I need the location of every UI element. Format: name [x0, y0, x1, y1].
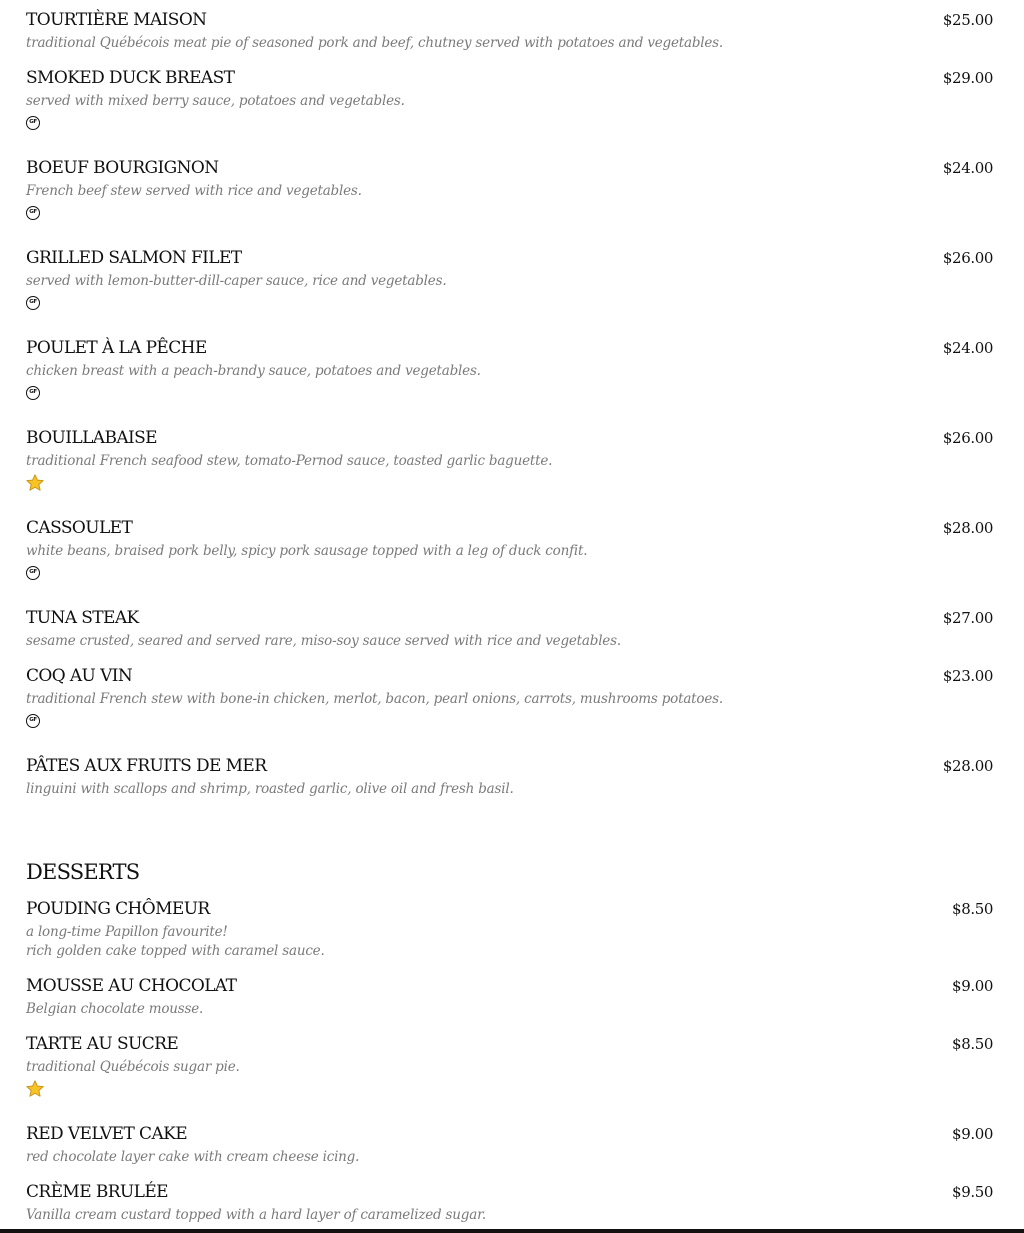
gluten-free-icon: GF: [26, 206, 40, 220]
item-price: $8.50: [952, 900, 993, 918]
item-price: $25.00: [942, 11, 993, 29]
item-description: French beef stew served with rice and vegetables.: [26, 183, 362, 199]
gluten-free-icon: GF: [26, 386, 40, 400]
item-price: $24.00: [942, 339, 993, 357]
item-price: $29.00: [942, 69, 993, 87]
item-name: PÂTES AUX FRUITS DE MER: [26, 756, 267, 776]
item-name: MOUSSE AU CHOCOLAT: [26, 976, 237, 996]
item-description: traditional Québécois meat pie of seasoned pork and beef, chutney served with potatoes and vegetables.: [26, 35, 724, 51]
item-price: $27.00: [942, 609, 993, 627]
item-name: BOEUF BOURGIGNON: [26, 158, 219, 178]
item-description: served with mixed berry sauce, potatoes and vegetables.: [26, 93, 405, 109]
item-price: $26.00: [942, 249, 993, 267]
item-price: $28.00: [942, 519, 993, 537]
item-name: POUDING CHÔMEUR: [26, 899, 210, 919]
star-icon: [25, 473, 45, 493]
item-description: traditional French seafood stew, tomato-Pernod sauce, toasted garlic baguette.: [26, 453, 553, 469]
item-description: served with lemon-butter-dill-caper sauce, rice and vegetables.: [26, 273, 447, 289]
item-description: traditional French stew with bone-in chicken, merlot, bacon, pearl onions, carrots, mushrooms potatoes.: [26, 691, 723, 707]
item-price: $8.50: [952, 1035, 993, 1053]
item-description: traditional Québécois sugar pie.: [26, 1059, 240, 1075]
item-description: sesame crusted, seared and served rare, miso-soy sauce served with rice and vegetables.: [26, 633, 621, 649]
item-price: $9.00: [952, 977, 993, 995]
item-name: POULET À LA PÊCHE: [26, 338, 207, 358]
item-price: $24.00: [942, 159, 993, 177]
item-description: chicken breast with a peach-brandy sauce, potatoes and vegetables.: [26, 363, 481, 379]
item-description: Vanilla cream custard topped with a hard layer of caramelized sugar.: [26, 1207, 486, 1223]
gluten-free-icon: GF: [26, 116, 40, 130]
bottom-rule: [0, 1229, 1024, 1233]
item-price: $23.00: [942, 667, 993, 685]
item-name: TUNA STEAK: [26, 608, 139, 628]
item-price: $9.50: [952, 1183, 993, 1201]
item-name: RED VELVET CAKE: [26, 1124, 188, 1144]
item-price: $9.00: [952, 1125, 993, 1143]
item-name: BOUILLABAISE: [26, 428, 157, 448]
item-price: $28.00: [942, 757, 993, 775]
item-name: SMOKED DUCK BREAST: [26, 68, 235, 88]
item-description: a long-time Papillon favourite! rich golden cake topped with caramel sauce.: [26, 924, 325, 959]
item-name: GRILLED SALMON FILET: [26, 248, 242, 268]
section-title-desserts: DESSERTS: [26, 860, 140, 884]
gluten-free-icon: GF: [26, 296, 40, 310]
item-name: CASSOULET: [26, 518, 133, 538]
item-description: Belgian chocolate mousse.: [26, 1001, 204, 1017]
item-name: CRÈME BRULÉE: [26, 1182, 168, 1202]
star-icon: [25, 1079, 45, 1099]
item-description: red chocolate layer cake with cream cheese icing.: [26, 1149, 360, 1165]
item-description: white beans, braised pork belly, spicy pork sausage topped with a leg of duck confit.: [26, 543, 588, 559]
item-price: $26.00: [942, 429, 993, 447]
item-name: TARTE AU SUCRE: [26, 1034, 179, 1054]
gluten-free-icon: GF: [26, 714, 40, 728]
item-name: TOURTIÈRE MAISON: [26, 10, 207, 30]
item-name: COQ AU VIN: [26, 666, 133, 686]
item-description: linguini with scallops and shrimp, roasted garlic, olive oil and fresh basil.: [26, 781, 514, 797]
gluten-free-icon: GF: [26, 566, 40, 580]
